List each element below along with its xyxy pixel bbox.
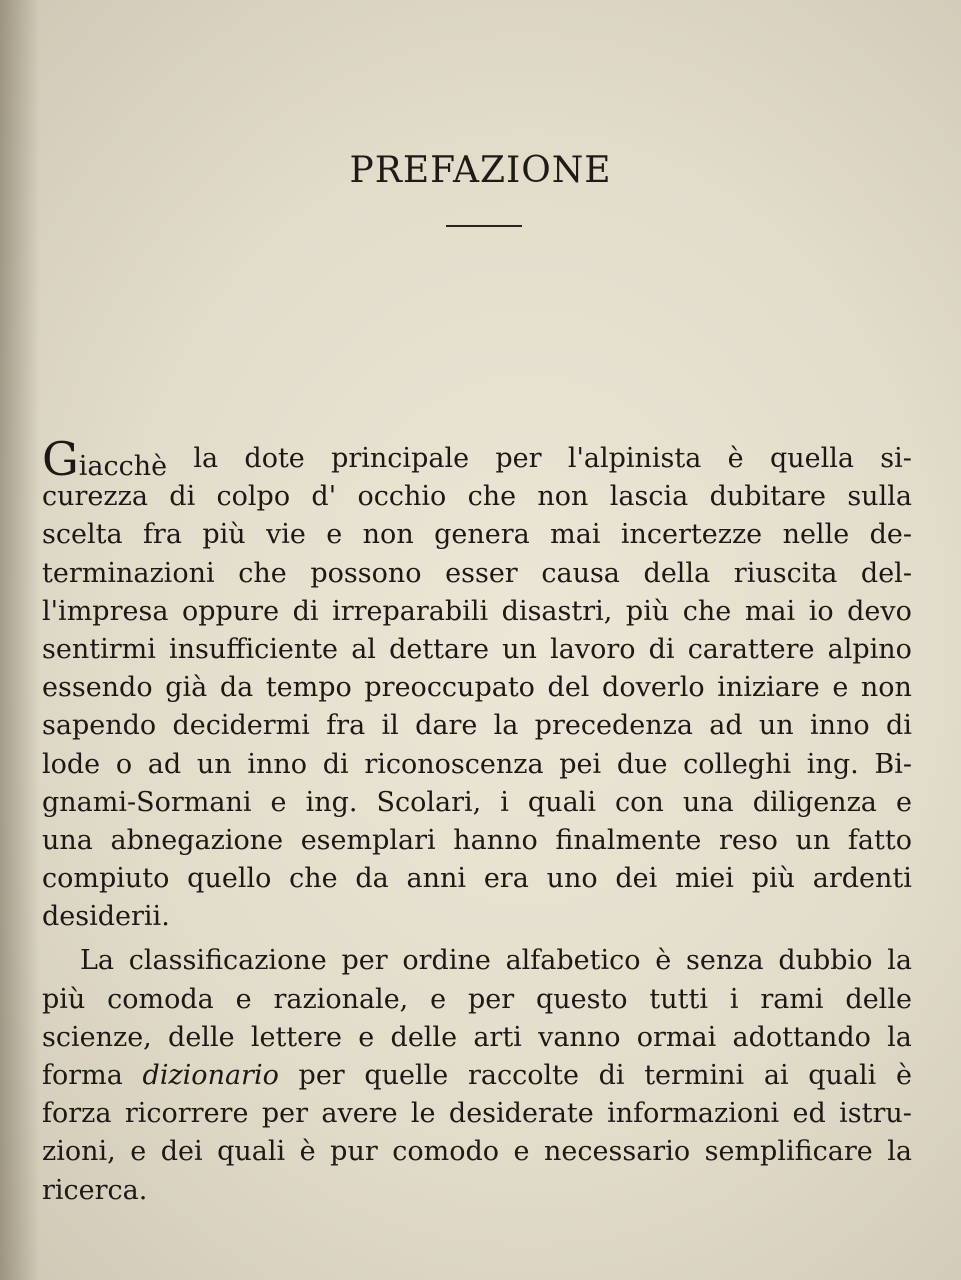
- word: una: [42, 824, 93, 856]
- word: oppure: [181, 595, 280, 627]
- word: sentirmi: [42, 633, 156, 665]
- word: ardenti: [812, 863, 912, 895]
- word: decidermi: [172, 710, 310, 742]
- word: la: [887, 945, 912, 977]
- word: insufficiente: [169, 633, 339, 665]
- word: inno: [247, 748, 308, 780]
- word: Scolari,: [376, 786, 482, 818]
- text-line: [42, 822, 912, 860]
- word: adottando: [732, 1021, 871, 1053]
- word: delle: [845, 983, 912, 1015]
- word: di: [598, 1060, 625, 1091]
- word: comodo: [392, 1136, 500, 1168]
- word: un: [795, 824, 831, 856]
- word: anni: [406, 863, 467, 895]
- word: sapendo: [42, 710, 157, 742]
- word: riuscita: [733, 557, 838, 589]
- text-line: [42, 746, 912, 784]
- word: più: [625, 595, 670, 627]
- word: ed: [792, 1098, 826, 1130]
- word: è: [727, 443, 744, 474]
- word: desiderii.: [42, 901, 170, 933]
- word: non: [537, 481, 589, 513]
- word: d': [311, 481, 337, 513]
- word: preoccupato: [364, 672, 535, 704]
- word: vanno: [538, 1021, 621, 1053]
- word: compiuto: [42, 863, 170, 895]
- word: ai: [763, 1060, 789, 1091]
- word: diligenza: [752, 786, 877, 818]
- word: iniziare: [717, 672, 820, 704]
- word: la: [887, 1021, 912, 1053]
- text-line: [42, 1133, 912, 1171]
- word: i: [500, 786, 509, 818]
- word: ad: [147, 748, 182, 780]
- word: rami: [760, 983, 824, 1015]
- word: senza: [686, 945, 764, 977]
- text-line: [42, 1019, 912, 1057]
- word: e: [895, 786, 912, 818]
- word: che: [467, 481, 517, 513]
- word: ricorrere: [124, 1098, 249, 1130]
- word: che: [238, 557, 287, 589]
- word: razionale,: [273, 983, 409, 1015]
- word: colpo: [216, 481, 291, 513]
- word: riconoscenza: [364, 748, 544, 780]
- word: del-: [860, 557, 912, 589]
- text-line: [42, 516, 912, 554]
- word: dubbio: [778, 945, 873, 977]
- word: alpino: [827, 633, 912, 665]
- word: la: [193, 443, 219, 474]
- word: miei: [675, 863, 734, 895]
- word: Giacchè: [42, 432, 168, 486]
- word: sulla: [847, 481, 912, 513]
- word: di: [885, 710, 912, 742]
- word: è: [655, 945, 672, 977]
- word: di: [322, 748, 349, 780]
- word: devo: [847, 595, 912, 627]
- word: e: [513, 1136, 530, 1168]
- word: un: [196, 748, 232, 780]
- word: hanno: [453, 824, 538, 856]
- text-line: [42, 669, 912, 707]
- word: inno: [809, 710, 870, 742]
- word: e: [430, 983, 447, 1015]
- word: e: [326, 519, 343, 551]
- word: l'impresa: [42, 595, 169, 627]
- word: un: [502, 633, 537, 665]
- word: e: [235, 983, 252, 1015]
- word: reso: [718, 824, 778, 856]
- word: al: [351, 633, 376, 665]
- word: forma: [42, 1060, 123, 1091]
- word: principale: [331, 443, 470, 474]
- word: istru-: [839, 1098, 912, 1130]
- word: per: [341, 945, 388, 977]
- text-line: [42, 707, 912, 745]
- word: avere: [321, 1098, 398, 1130]
- text-line: [42, 593, 912, 631]
- word: io: [808, 595, 834, 627]
- word: esser: [445, 557, 518, 589]
- word: tutti: [649, 983, 708, 1015]
- word: quali: [808, 1060, 877, 1091]
- word: arti: [473, 1021, 522, 1053]
- title-rule: [446, 225, 522, 227]
- word: essendo: [42, 672, 153, 704]
- word: del: [547, 672, 590, 704]
- word: quello: [187, 863, 272, 895]
- word: dei: [160, 1136, 203, 1168]
- word: fra: [326, 710, 366, 742]
- word: dizionario: [142, 1060, 279, 1091]
- word: incertezze: [620, 519, 763, 551]
- word: questo: [535, 983, 628, 1015]
- word: Bi-: [874, 748, 912, 780]
- word: esemplari: [300, 824, 436, 856]
- word: e: [832, 672, 849, 704]
- word: ing.: [806, 748, 859, 780]
- word: tempo: [265, 672, 352, 704]
- word: fatto: [847, 824, 912, 856]
- word: delle: [390, 1021, 458, 1053]
- word: di: [648, 633, 675, 665]
- word: lettere: [250, 1021, 343, 1053]
- word: che: [289, 863, 338, 895]
- word: dettare: [389, 633, 490, 665]
- word: quali: [217, 1136, 286, 1168]
- word: necessario: [544, 1136, 691, 1168]
- word: irreparabili: [332, 595, 489, 627]
- text-line: [42, 898, 912, 936]
- word: raccolte: [467, 1060, 579, 1091]
- word: fra: [142, 519, 182, 551]
- word: un: [758, 710, 794, 742]
- text-line: [42, 555, 912, 593]
- word: nelle: [782, 519, 850, 551]
- word: ordine: [402, 945, 491, 977]
- word: la: [887, 1136, 912, 1168]
- word: de-: [869, 519, 912, 551]
- word: mai: [744, 595, 796, 627]
- word: e: [130, 1136, 147, 1168]
- page-gutter-shadow: [0, 0, 40, 1280]
- text-line: [42, 942, 912, 980]
- word: precedenza: [534, 710, 693, 742]
- word: con: [615, 786, 664, 818]
- word: dei: [615, 863, 658, 895]
- word: mai: [550, 519, 601, 551]
- text-line: [42, 981, 912, 1019]
- word: abnegazione: [110, 824, 284, 856]
- word: una: [682, 786, 734, 818]
- word: scelta: [42, 519, 123, 551]
- word: lode: [42, 748, 101, 780]
- word: quali: [527, 786, 596, 818]
- word: era: [483, 863, 529, 895]
- word: la: [493, 710, 519, 742]
- word: per: [495, 443, 542, 474]
- word: alfabetico: [505, 945, 641, 977]
- word: non: [362, 519, 414, 551]
- word: da: [219, 672, 254, 704]
- word: dare: [415, 710, 478, 742]
- word: colleghi: [683, 748, 792, 780]
- word: carattere: [687, 633, 815, 665]
- word: per: [261, 1098, 308, 1130]
- word: e: [270, 786, 287, 818]
- word: termini: [644, 1060, 745, 1091]
- word: disastri,: [501, 595, 613, 627]
- word: per: [467, 983, 515, 1015]
- word: informazioni: [607, 1098, 780, 1130]
- word: della: [643, 557, 711, 589]
- word: genera: [434, 519, 530, 551]
- word: è: [299, 1136, 316, 1168]
- word: di: [169, 481, 196, 513]
- paragraph-2: [42, 942, 912, 1209]
- word: possono: [310, 557, 422, 589]
- word: le: [410, 1098, 436, 1130]
- word: che: [682, 595, 732, 627]
- word: desiderate: [448, 1098, 594, 1130]
- word: più: [751, 863, 795, 895]
- word: vie: [266, 519, 306, 551]
- text-line: [42, 784, 912, 822]
- drop-cap: G: [42, 432, 79, 486]
- word: già: [165, 672, 208, 704]
- word: terminazioni: [42, 557, 215, 589]
- word: più: [42, 983, 86, 1015]
- word: forza: [42, 1098, 112, 1130]
- word: si-: [880, 443, 912, 474]
- word: di: [292, 595, 319, 627]
- word: per: [298, 1060, 345, 1091]
- text-line: [42, 1095, 912, 1133]
- word: lascia: [609, 481, 689, 513]
- text-line: [42, 631, 912, 669]
- word: uno: [546, 863, 598, 895]
- word: gnami-Sormani: [42, 786, 252, 818]
- word: ing.: [305, 786, 358, 818]
- word: occhio: [357, 481, 447, 513]
- word: il: [381, 710, 399, 742]
- word: doverlo: [602, 672, 705, 704]
- word: ad: [709, 710, 743, 742]
- word: pur: [330, 1136, 378, 1168]
- word: due: [616, 748, 668, 780]
- word: dote: [244, 443, 305, 474]
- word: da: [355, 863, 389, 895]
- word: quella: [769, 443, 854, 474]
- word: non: [860, 672, 912, 704]
- word: più: [202, 519, 246, 551]
- text-line: [42, 478, 912, 516]
- word: ormai: [636, 1021, 717, 1053]
- word: pei: [559, 748, 602, 780]
- chapter-title: PREFAZIONE: [349, 150, 612, 191]
- word: comoda: [107, 983, 214, 1015]
- preface-text: [42, 432, 912, 1210]
- word: è: [895, 1060, 912, 1091]
- text-line: [42, 432, 912, 486]
- word: zioni,: [42, 1136, 116, 1168]
- word: lavoro: [550, 633, 636, 665]
- word: classificazione: [128, 945, 327, 977]
- paragraph-1: [42, 432, 912, 936]
- word: l'alpinista: [567, 443, 702, 474]
- word: curezza: [42, 481, 148, 513]
- word: semplificare: [704, 1136, 873, 1168]
- word: La: [80, 945, 115, 977]
- word: causa: [541, 557, 620, 589]
- word: e: [358, 1021, 375, 1053]
- text-line: [42, 1172, 912, 1210]
- text-line: [42, 1057, 912, 1095]
- word: quelle: [364, 1060, 449, 1091]
- word: finalmente: [555, 824, 702, 856]
- word: delle: [168, 1021, 235, 1053]
- word: i: [729, 983, 739, 1015]
- text-line: [42, 860, 912, 898]
- word: ricerca.: [42, 1174, 148, 1206]
- word: scienze,: [42, 1021, 152, 1053]
- word: dubitare: [709, 481, 826, 513]
- word: o: [115, 748, 133, 780]
